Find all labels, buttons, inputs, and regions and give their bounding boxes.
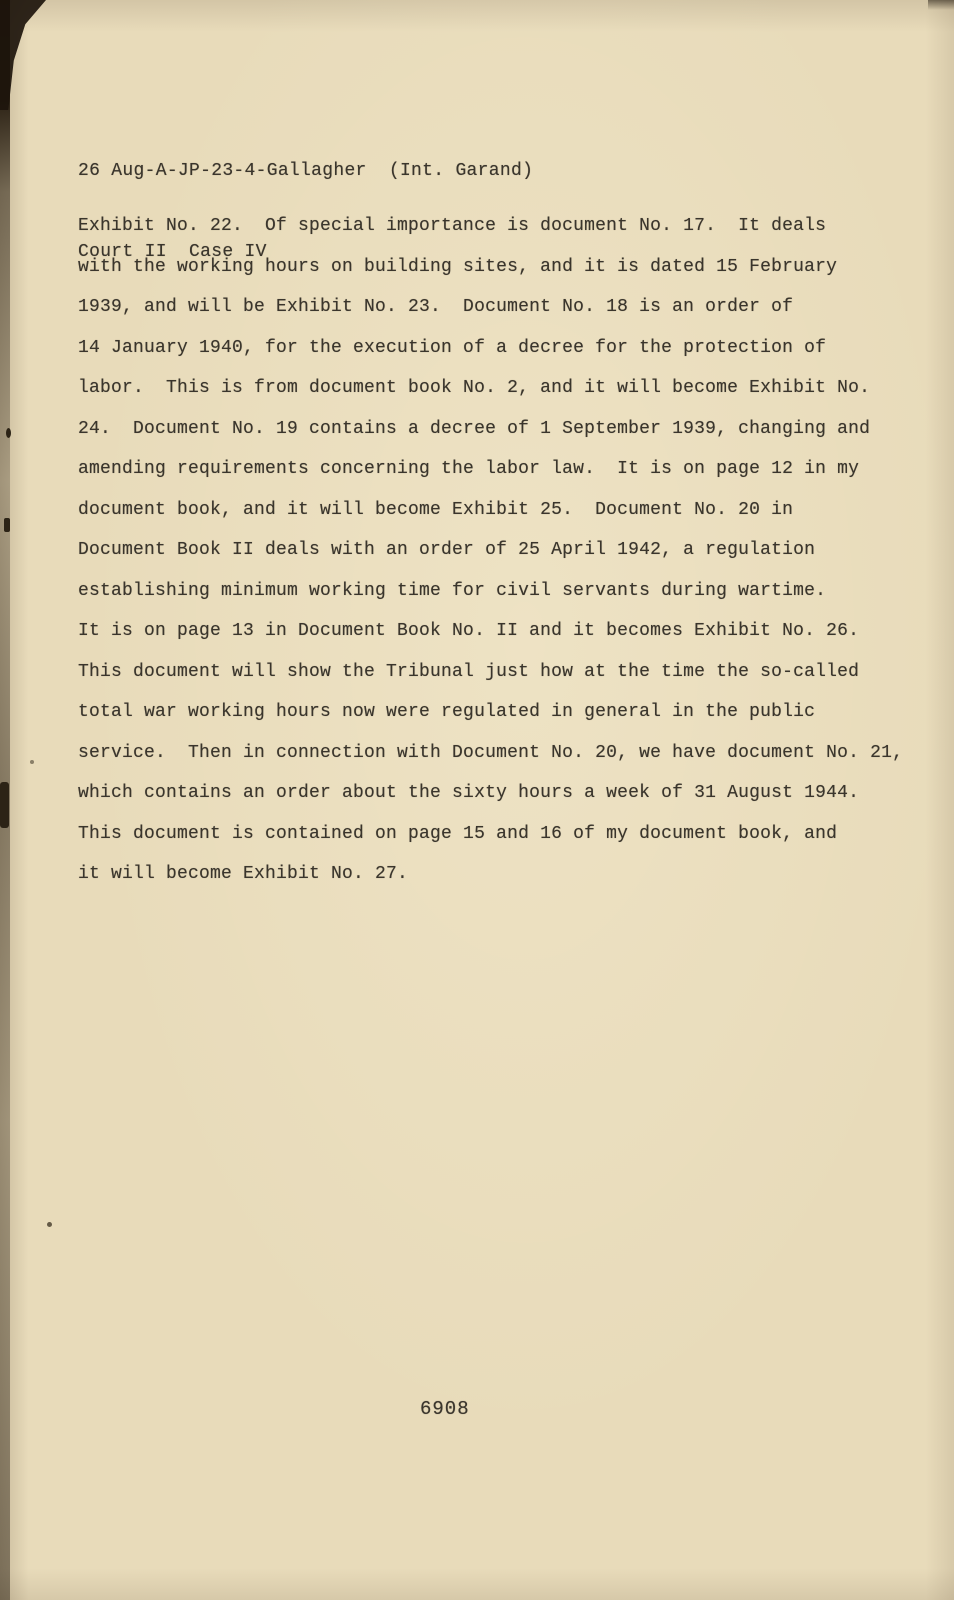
header-reference-line: 26 Aug-A-JP-23-4-Gallagher (Int. Garand) <box>78 161 534 181</box>
text-line: Document Book II deals with an order of 25 April 1942, a regulation <box>78 540 816 560</box>
text-line: Exhibit No. 22. Of special importance is document No. 17. It deals <box>78 216 827 236</box>
text-line: This document will show the Tribunal just how at the time the so-called <box>78 661 860 682</box>
scan-edge-blot <box>0 782 9 828</box>
text-line: 14 January 1940, for the execution of a decree for the protection of <box>78 337 827 358</box>
ink-speck <box>4 518 10 532</box>
text-line: which contains an order about the sixty hours a week of 31 August 1944. <box>78 783 860 803</box>
scan-corner-top-left <box>0 0 46 110</box>
text-line: it will become Exhibit No. 27. <box>78 864 409 884</box>
scan-corner-top-right <box>928 0 954 10</box>
text-line: labor. This is from document book No. 2, and it will become Exhibit No. <box>78 378 871 398</box>
text-line: amending requirements concerning the labor law. It is on page 12 in my <box>78 459 860 479</box>
ink-speck <box>30 760 34 764</box>
document-body <box>78 206 918 895</box>
text-line: 24. Document No. 19 contains a decree of 1 September 1939, changing and <box>78 418 871 439</box>
text-line: This document is contained on page 15 and 16 of my document book, and <box>78 823 838 844</box>
text-line: establishing minimum working time for civil servants during wartime. <box>78 580 827 601</box>
text-line: 1939, and will be Exhibit No. 23. Document No. 18 is an order of <box>78 297 794 317</box>
text-line: with the working hours on building sites, and it is dated 15 February <box>78 256 838 277</box>
text-line: total war working hours now were regulated in general in the public <box>78 702 816 722</box>
text-line: document book, and it will become Exhibit 25. Document No. 20 in <box>78 499 794 520</box>
text-line: service. Then in connection with Document No. 20, we have document No. 21, <box>78 742 904 763</box>
text-line: It is on page 13 in Document Book No. II and it becomes Exhibit No. 26. <box>78 621 860 641</box>
header-court-case-line: Court II Case IV <box>78 242 267 262</box>
ink-speck <box>6 428 11 438</box>
ink-speck <box>47 1222 52 1227</box>
page-number: 6908 <box>420 1398 470 1420</box>
